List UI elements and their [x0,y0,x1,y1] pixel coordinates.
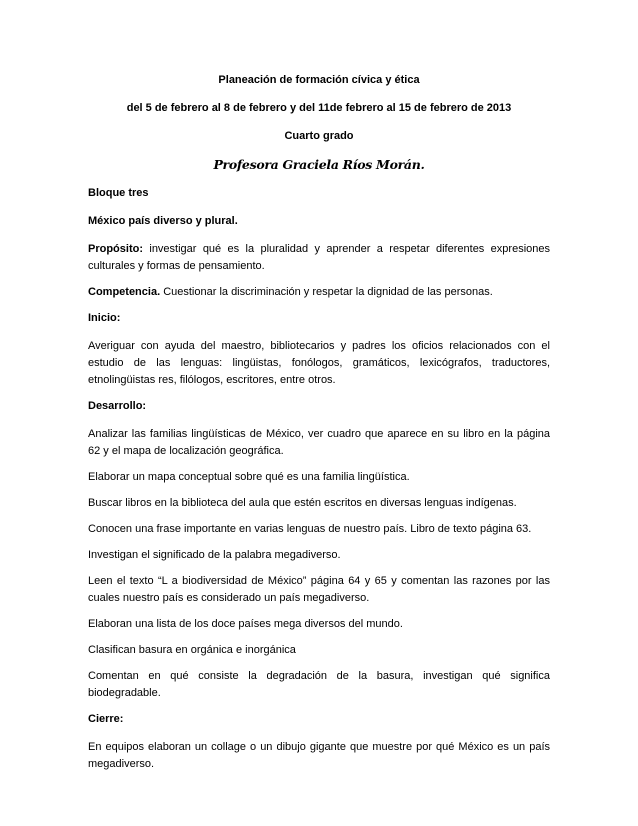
date-range: del 5 de febrero al 8 de febrero y del 11de febrero al 15 de febrero de 2013 [126,102,512,114]
desarrollo-item: Leen el texto “L a biodiversidad de México” página 64 y 65 y comentan las razones por las cuales nuestro país es considerado un país megadiverso. [88,575,550,604]
inicio-text: Averiguar con ayuda del maestro, bibliotecarios y padres los oficios relacionados con el estudio de las lenguas: lingüistas, fonólogos, gramáticos, lexicógrafos, traductores, etnolingüistas res, filólogos, escritores, entre otros. [88,340,550,386]
document-page [88,72,550,782]
desarrollo-item: Investigan el significado de la palabra megadiverso. [88,549,341,561]
desarrollo-item: Elaboran una lista de los doce países mega diversos del mundo. [88,618,403,630]
purpose-label: Propósito: [88,243,143,255]
desarrollo-item: Elaborar un mapa conceptual sobre qué es una familia lingüística. [88,471,410,483]
desarrollo-item: Clasifican basura en orgánica e inorgánica [88,644,296,656]
grade-level: Cuarto grado [284,130,354,142]
purpose-text: investigar qué es la pluralidad y aprender a respetar diferentes expresiones culturales y formas de pensamiento. [88,243,550,272]
inicio-heading: Inicio: [88,312,121,324]
cierre-heading: Cierre: [88,713,124,725]
desarrollo-item: Buscar libros en la biblioteca del aula que estén escritos en diversas lenguas indígenas. [88,497,517,509]
desarrollo-item: Analizar las familias lingüísticas de México, ver cuadro que aparece en su libro en la página 62 y el mapa de localización geográfica. [88,428,550,457]
document-title: Planeación de formación cívica y ética [218,74,420,86]
competence-text: Cuestionar la discriminación y respetar la dignidad de las personas. [160,286,493,298]
desarrollo-heading: Desarrollo: [88,400,147,412]
cierre-text: En equipos elaboran un collage o un dibujo gigante que muestre por qué México es un país megadiverso. [88,741,550,770]
teacher-name: Profesora Graciela Ríos Morán. [213,157,425,172]
purpose-paragraph [88,241,550,275]
theme-heading: México país diverso y plural. [88,215,238,227]
desarrollo-item: Conocen una frase importante en varias lenguas de nuestro país. Libro de texto página 63. [88,523,532,535]
competence-paragraph [88,284,550,301]
competence-label: Competencia. [88,286,161,298]
block-heading: Bloque tres [88,187,149,199]
desarrollo-item: Comentan en qué consiste la degradación de la basura, investigan qué significa biodegradable. [88,670,550,699]
